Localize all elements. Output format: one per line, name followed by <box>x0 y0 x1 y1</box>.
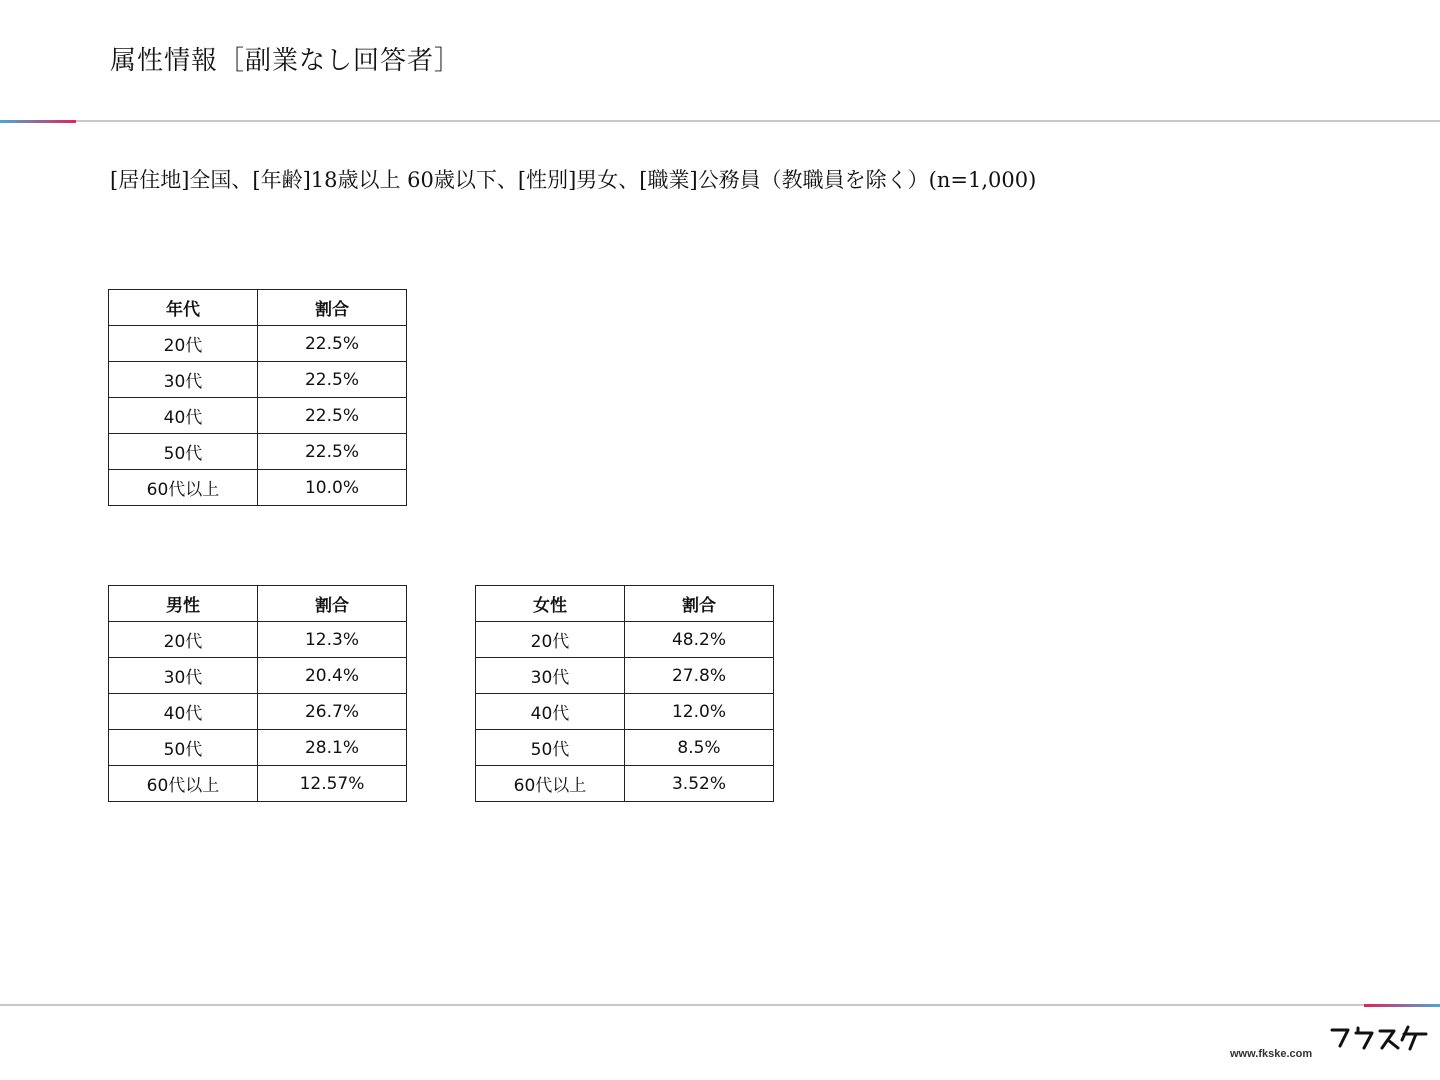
ratio-cell: 22.5% <box>258 434 407 470</box>
table-header-row <box>109 586 407 622</box>
table-header-cell: 割合 <box>258 290 407 326</box>
table-header-cell: 年代 <box>109 290 258 326</box>
table-header-cell: 女性 <box>476 586 625 622</box>
table-row <box>109 730 407 766</box>
female-distribution-table <box>475 585 774 802</box>
footer-accent-bar <box>1364 1004 1440 1007</box>
ratio-cell: 12.0% <box>625 694 774 730</box>
age-group-cell: 30代 <box>476 658 625 694</box>
table-row <box>476 694 774 730</box>
ratio-cell: 3.52% <box>625 766 774 802</box>
male-distribution-table <box>108 585 407 802</box>
age-group-cell: 60代以上 <box>109 470 258 506</box>
table-header-cell: 割合 <box>258 586 407 622</box>
table-header-cell: 割合 <box>625 586 774 622</box>
ratio-cell: 12.3% <box>258 622 407 658</box>
table-row <box>109 766 407 802</box>
ratio-cell: 26.7% <box>258 694 407 730</box>
table-header-row <box>109 290 407 326</box>
age-group-cell: 60代以上 <box>109 766 258 802</box>
ratio-cell: 8.5% <box>625 730 774 766</box>
age-group-cell: 30代 <box>109 658 258 694</box>
table-row <box>109 470 407 506</box>
table-row <box>476 766 774 802</box>
ratio-cell: 48.2% <box>625 622 774 658</box>
table-row <box>109 326 407 362</box>
ratio-cell: 12.57% <box>258 766 407 802</box>
header-divider <box>0 120 1440 122</box>
ratio-cell: 10.0% <box>258 470 407 506</box>
ratio-cell: 22.5% <box>258 362 407 398</box>
age-group-cell: 20代 <box>476 622 625 658</box>
table-row <box>476 622 774 658</box>
table-row <box>109 658 407 694</box>
table-row <box>109 694 407 730</box>
ratio-cell: 20.4% <box>258 658 407 694</box>
age-group-cell: 30代 <box>109 362 258 398</box>
table-header-cell: 男性 <box>109 586 258 622</box>
header-accent-bar <box>0 120 76 123</box>
footer-url: www.fkske.com <box>1230 1048 1313 1060</box>
age-group-cell: 20代 <box>109 326 258 362</box>
age-group-cell: 50代 <box>476 730 625 766</box>
page-title: 属性情報［副業なし回答者］ <box>110 46 462 76</box>
age-group-cell: 40代 <box>476 694 625 730</box>
table-row <box>109 362 407 398</box>
age-group-cell: 50代 <box>109 730 258 766</box>
table-row <box>476 658 774 694</box>
age-group-cell: 60代以上 <box>476 766 625 802</box>
age-group-cell: 40代 <box>109 398 258 434</box>
survey-conditions: [居住地]全国、[年齢]18歳以上 60歳以下、[性別]男女、[職業]公務員（教職員を除く）(n=1,000) <box>110 168 1037 192</box>
table-row <box>109 622 407 658</box>
age-distribution-table <box>108 289 407 506</box>
table-row <box>476 730 774 766</box>
age-group-cell: 40代 <box>109 694 258 730</box>
age-group-cell: 50代 <box>109 434 258 470</box>
ratio-cell: 22.5% <box>258 326 407 362</box>
table-row <box>109 398 407 434</box>
footer-divider <box>0 1004 1440 1006</box>
table-row <box>109 434 407 470</box>
ratio-cell: 22.5% <box>258 398 407 434</box>
age-group-cell: 20代 <box>109 622 258 658</box>
table-header-row <box>476 586 774 622</box>
ratio-cell: 27.8% <box>625 658 774 694</box>
ratio-cell: 28.1% <box>258 730 407 766</box>
fukusuke-logo <box>1328 1022 1430 1052</box>
